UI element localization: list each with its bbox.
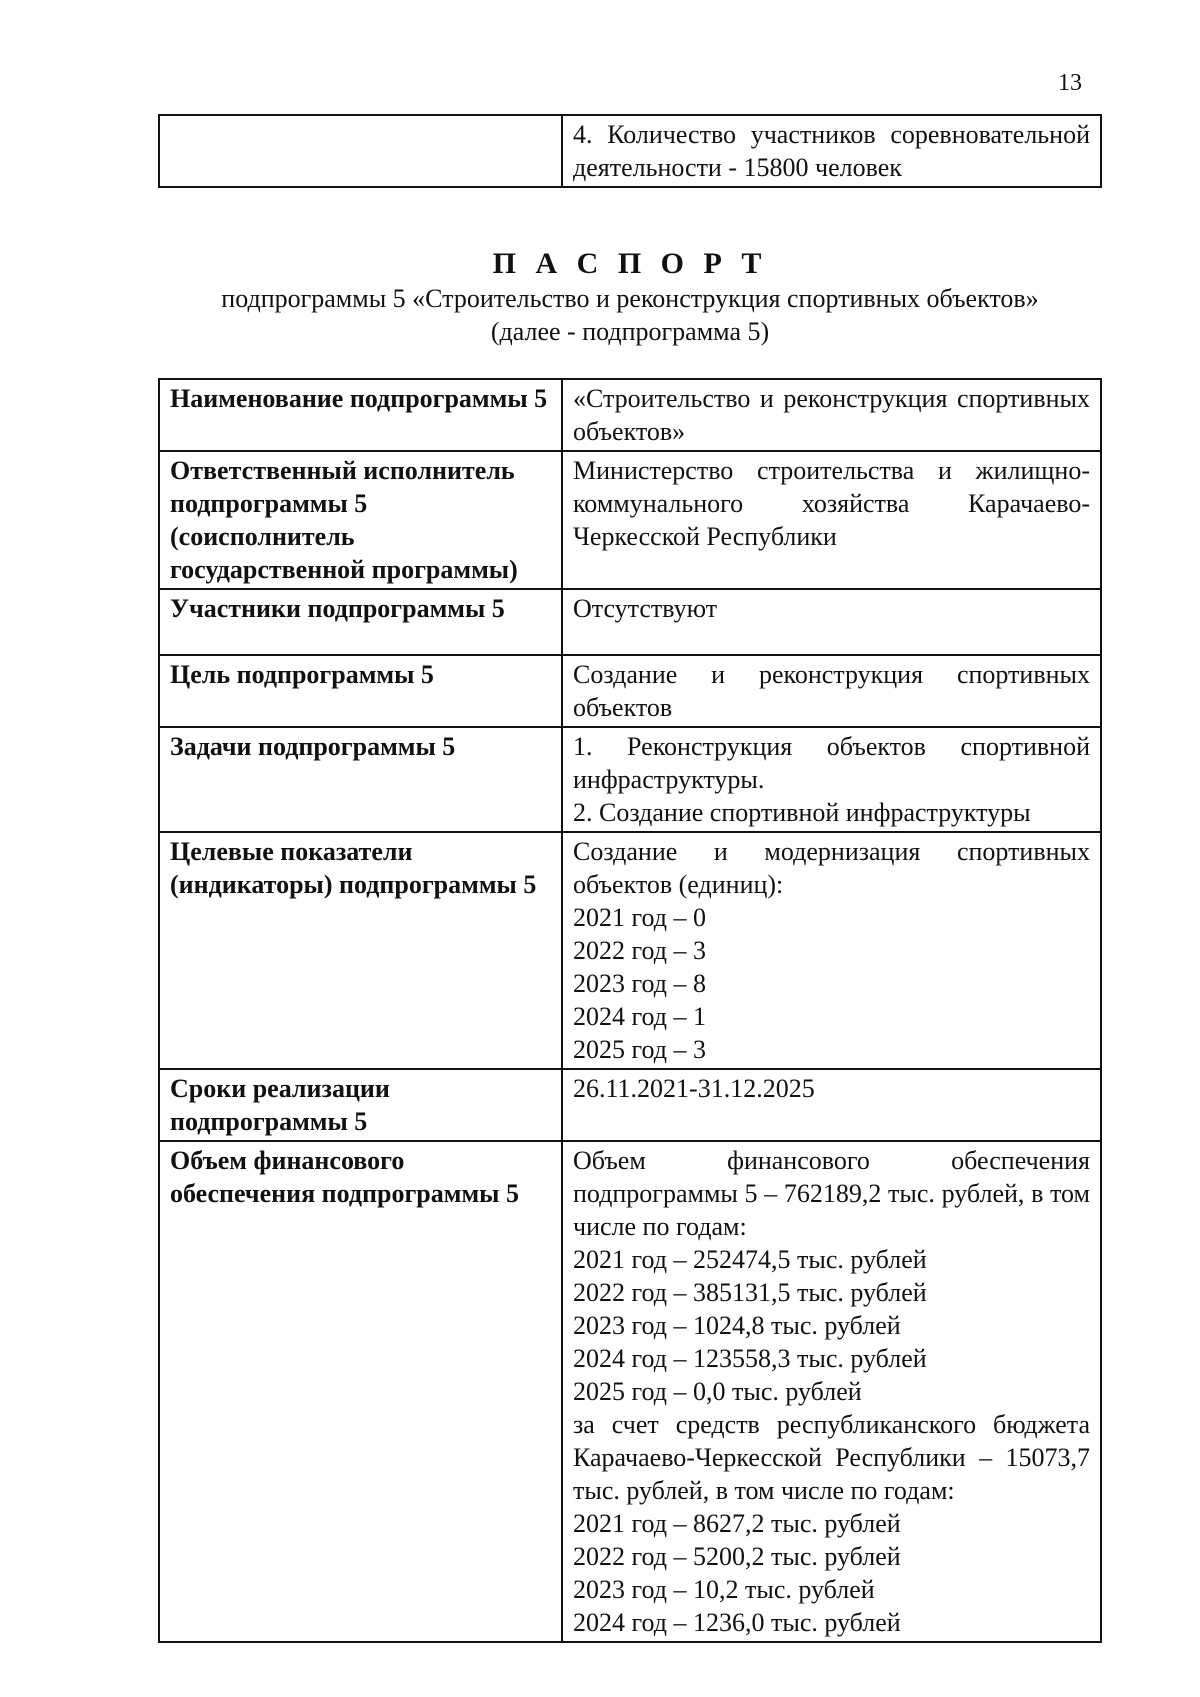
table-row [159,115,1101,187]
table-row [159,379,1101,451]
continuation-cell: 4. Количество участников соревновательной деятельности - 15800 человек [562,115,1101,187]
row-value: Министерство строительства и жилищно-коммунального хозяйства Карачаево-Черкесской Республики [562,451,1101,589]
row-value: Создание и реконструкция спортивных объектов [562,655,1101,727]
row-value: 1. Реконструкция объектов спортивной инфраструктуры. 2. Создание спортивной инфраструктуры [562,727,1101,832]
row-label: Участники подпрограммы 5 [159,589,562,655]
row-value: Создание и модернизация спортивных объектов (единиц): 2021 год – 0 2022 год – 3 2023 год – 8 2024 год – 1 2025 год – 3 [562,832,1101,1069]
page-number: 13 [1058,70,1082,96]
table-row [159,1141,1101,1642]
passport-subtitle: подпрограммы 5 «Строительство и реконструкция спортивных объектов» [221,284,1039,313]
row-value: 26.11.2021-31.12.2025 [562,1069,1101,1141]
passport-table [158,378,1102,1643]
table-row [159,727,1101,832]
row-value: Отсутствуют [562,589,1101,655]
table-row [159,451,1101,589]
table-row [159,589,1101,655]
table-row [159,655,1101,727]
row-label: Целевые показатели (индикаторы) подпрограммы 5 [159,832,562,1069]
row-value: «Строительство и реконструкция спортивных объектов» [562,379,1101,451]
row-label: Наименование подпрограммы 5 [159,379,562,451]
row-label: Сроки реализации подпрограммы 5 [159,1069,562,1141]
table-row [159,832,1101,1069]
passport-subtitle-note: (далее - подпрограмма 5) [490,317,770,346]
row-value: Объем финансового обеспечения подпрограммы 5 – 762189,2 тыс. рублей, в том числе по годам: 2021 год – 252474,5 тыс. рублей 2022 год – 385131,5 тыс. рублей 2023 год – 1024,8 тыс. рублей 2024 год – 123558,3 тыс. рублей 2025 год – 0,0 тыс. рублей за счет средств республиканского бюджета Карачаево-Черкесской Республики – 15073,7 тыс. рублей, в том числе по годам: 2021 год – 8627,2 тыс. рублей 2022 год – 5200,2 тыс. рублей 2023 год – 10,2 тыс. рублей 2024 год – 1236,0 тыс. рублей [562,1141,1101,1642]
continuation-table [158,114,1102,188]
table-row [159,1069,1101,1141]
row-label: Задачи подпрограммы 5 [159,727,562,832]
row-label: Ответственный исполнитель подпрограммы 5 (соисполнитель государственной программы) [159,451,562,589]
row-label: Объем финансового обеспечения подпрограммы 5 [159,1141,562,1642]
empty-cell [159,115,562,187]
row-label: Цель подпрограммы 5 [159,655,562,727]
passport-title: П А С П О Р Т [492,247,768,280]
